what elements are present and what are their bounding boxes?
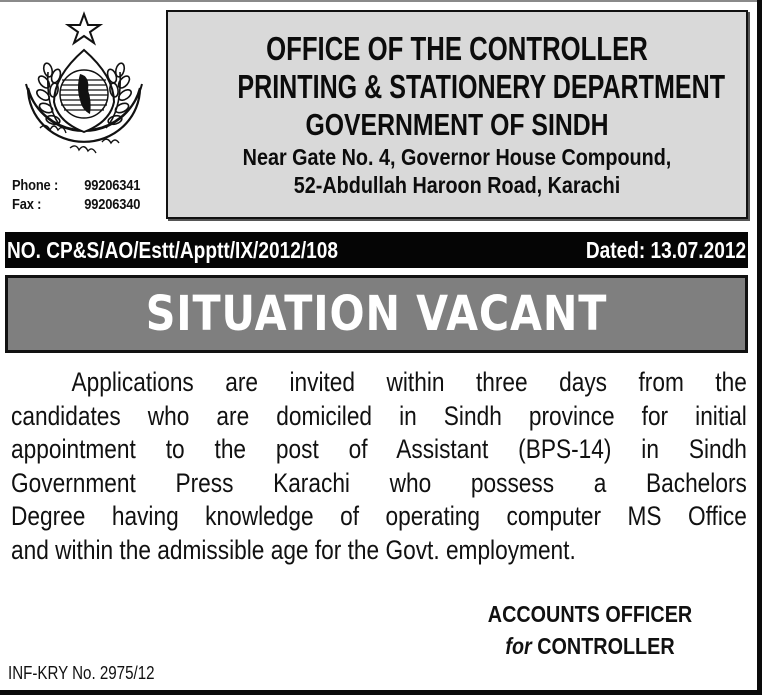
address-line-2: 52-Abdullah Haroon Road, Karachi [293, 172, 621, 198]
body-line: appointment to the post of Assistant (BPS-14) in Sindh [11, 434, 747, 464]
fax-label: Fax : [12, 196, 42, 213]
reference-bar [5, 232, 748, 268]
for-word: for [505, 633, 532, 659]
phone-row [12, 176, 140, 195]
department-title: PRINTING & STATIONERY DEPARTMENT [237, 68, 726, 105]
signature-block [430, 598, 750, 662]
for-controller: CONTROLLER [531, 633, 675, 659]
page-title: SITUATION VACANT [145, 286, 608, 342]
sindh-emblem-icon [18, 10, 150, 170]
government-title: GOVERNMENT OF SINDH [305, 107, 609, 142]
phone-number: 99206341 [84, 177, 141, 194]
office-title: OFFICE OF THE CONTROLLER [266, 30, 648, 67]
reference-date: Dated: 13.07.2012 [585, 237, 746, 263]
body-line: Applications are invited within three days from the [71, 367, 747, 397]
advertisement-body [11, 366, 747, 567]
body-line: and within the admissible age for the Govt. employment. [11, 534, 576, 565]
office-header-box [166, 10, 748, 219]
body-line: candidates who are domiciled in Sindh province for initial [11, 400, 747, 431]
title-banner [5, 275, 748, 353]
reference-number: NO. CP&S/AO/Estt/Apptt/IX/2012/108 [7, 237, 338, 263]
body-line: Government Press Karachi who possess a Bachelors [11, 467, 747, 498]
fax-row [12, 195, 140, 214]
inf-reference: INF-KRY No. 2975/12 [8, 663, 155, 683]
page-right-border [757, 0, 762, 695]
fax-number: 99206340 [84, 196, 141, 213]
body-line: Degree having knowledge of operating computer MS Office [11, 501, 747, 531]
phone-label: Phone : [12, 177, 59, 194]
page-top-border [0, 0, 758, 2]
page-bottom-border [0, 690, 762, 695]
signatory-for-line [452, 630, 727, 662]
signatory-title: ACCOUNTS OFFICER [487, 601, 693, 627]
contact-info [12, 176, 140, 214]
address-line-1: Near Gate No. 4, Governor House Compound, [242, 144, 672, 170]
